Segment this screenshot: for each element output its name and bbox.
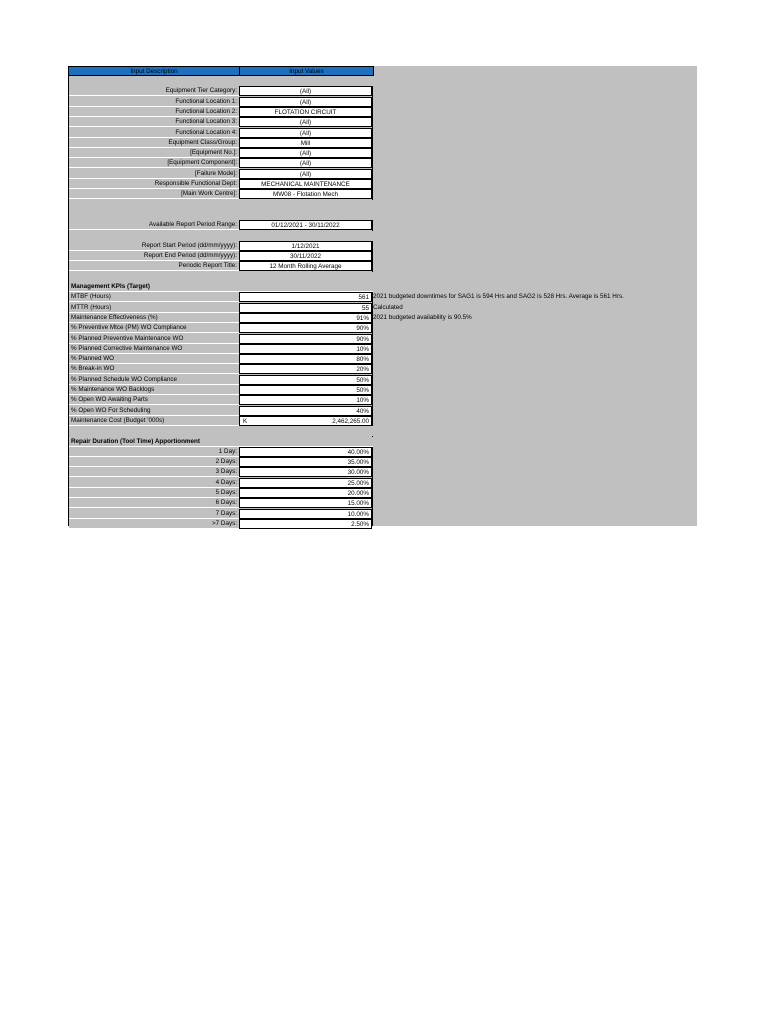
period-row <box>69 241 373 251</box>
input-value-cell[interactable]: (All) <box>239 117 372 127</box>
header-input-values: Input Values <box>239 66 374 76</box>
kpi-row <box>69 395 373 405</box>
kpi-row <box>69 385 373 395</box>
row-label: 3 Days: <box>69 467 239 477</box>
kpi-row <box>69 313 373 323</box>
input-value-cell[interactable]: 20% <box>239 364 372 374</box>
input-value-cell[interactable]: (All) <box>239 148 372 158</box>
filter-row <box>69 107 373 117</box>
row-label: % Planned Schedule WO Compliance <box>69 375 239 385</box>
row-label: 7 Days: <box>69 509 239 519</box>
row-label: Functional Location 4: <box>69 128 239 138</box>
input-value-cell[interactable]: 90% <box>239 334 372 344</box>
filter-row <box>69 148 373 158</box>
filter-row <box>69 189 373 199</box>
input-value-cell[interactable]: 80% <box>239 354 372 364</box>
row-label: Available Report Period Range: <box>69 220 239 230</box>
row-label: 5 Days: <box>69 488 239 498</box>
input-value-cell[interactable]: 50% <box>239 375 372 385</box>
kpi-note: 2021 budgeted availability is 90.5% <box>373 313 472 321</box>
row-label: Responsible Functional Dept: <box>69 179 239 189</box>
row-label: Management KPIs (Target) <box>69 282 239 292</box>
input-value-cell[interactable]: 1/12/2021 <box>239 241 372 251</box>
header-input-description: Input Description <box>68 66 240 76</box>
row-label: Functional Location 3: <box>69 117 239 127</box>
input-value-cell[interactable]: FLOTATION CIRCUIT <box>239 107 372 117</box>
row-label: [Equipment No.]: <box>69 148 239 158</box>
kpi-note: Calculated <box>373 303 403 311</box>
input-value-cell[interactable]: 10% <box>239 344 372 354</box>
filter-row <box>69 158 373 168</box>
currency-symbol: K <box>243 417 248 425</box>
input-value-cell[interactable]: 30.00% <box>239 467 372 477</box>
blank-row <box>69 272 373 282</box>
input-value-cell[interactable]: 35.00% <box>239 457 372 467</box>
row-label: MTBF (Hours) <box>69 292 239 302</box>
input-value-cell[interactable]: 40% <box>239 406 372 416</box>
row-label: Report End Period (dd/mm/yyyy): <box>69 251 239 261</box>
input-value-cell[interactable]: 25.00% <box>239 478 372 488</box>
filter-row <box>69 128 373 138</box>
row-label: Maintenance Effectiveness (%) <box>69 313 239 323</box>
repair-row <box>69 509 373 519</box>
period-row <box>69 251 373 261</box>
row-label: % Break-in WO <box>69 364 239 374</box>
filter-row <box>69 117 373 127</box>
row-label: % Planned Corrective Maintenance WO <box>69 344 239 354</box>
row-label: 6 Days: <box>69 498 239 508</box>
available-period-row <box>69 220 373 230</box>
input-value-cell[interactable]: 12 Month Rolling Average <box>239 261 372 271</box>
row-label: % Open WO For Scheduling <box>69 406 239 416</box>
input-value-cell[interactable]: 561 <box>239 292 372 302</box>
input-value-cell[interactable]: 30/11/2022 <box>239 251 372 261</box>
row-label: Repair Duration (Tool Time) Apportionment <box>69 437 239 447</box>
cost-value: 2,462,265.00 <box>332 417 369 425</box>
repair-section-title <box>69 437 373 447</box>
repair-row <box>69 467 373 477</box>
row-label: % Planned WO <box>69 354 239 364</box>
row-label: [Failure Mode]: <box>69 169 239 179</box>
input-value-cell[interactable]: 40.00% <box>239 447 372 457</box>
input-value-cell[interactable]: MW08 - Flotation Mech <box>239 189 372 199</box>
filter-row <box>69 97 373 107</box>
kpi-row <box>69 344 373 354</box>
repair-row <box>69 519 373 529</box>
row-label: Maintenance Cost (Budget '000s) <box>69 416 239 426</box>
kpi-row <box>69 406 373 416</box>
row-label: 1 Day: <box>69 447 239 457</box>
row-label: [Equipment Component]: <box>69 158 239 168</box>
repair-row <box>69 457 373 467</box>
kpi-row <box>69 323 373 333</box>
row-label: Periodic Report Title: <box>69 261 239 271</box>
input-value-cell[interactable]: (All) <box>239 86 372 96</box>
repair-row <box>69 478 373 488</box>
filter-row <box>69 138 373 148</box>
row-blank <box>239 282 373 292</box>
filter-row <box>69 86 373 96</box>
row-label: 2 Days: <box>69 457 239 467</box>
row-label: [Main Work Centre]: <box>69 189 239 199</box>
row-label: Report Start Period (dd/mm/yyyy): <box>69 241 239 251</box>
row-label: Equipment Class/Group: <box>69 138 239 148</box>
kpi-section-title <box>69 282 373 292</box>
kpi-row <box>69 334 373 344</box>
period-row <box>69 261 373 271</box>
row-label: MTTR (Hours) <box>69 303 239 313</box>
input-value-cell[interactable]: 50% <box>239 385 372 395</box>
row-label: Functional Location 2: <box>69 107 239 117</box>
repair-row <box>69 447 373 457</box>
input-value-cell[interactable]: 15.00% <box>239 498 372 508</box>
row-label: % Open WO Awaiting Parts <box>69 395 239 405</box>
kpi-note: 2021 budgeted downtimes for SAG1 is 594 Hrs and SAG2 is 528 Hrs. Average is 561 Hrs. <box>373 293 624 301</box>
blank-row <box>69 231 373 241</box>
row-label: % Planned Preventive Maintenance WO <box>69 334 239 344</box>
row-label: >7 Days: <box>69 519 239 529</box>
blank-row <box>69 210 373 220</box>
input-value-cell[interactable]: 2.50% <box>239 519 372 529</box>
filter-row <box>69 179 373 189</box>
input-value-cell[interactable]: Mill <box>239 138 372 148</box>
row-label: Functional Location 1: <box>69 97 239 107</box>
row-blank <box>239 437 373 447</box>
filter-row <box>69 169 373 179</box>
input-value-cell[interactable]: (All) <box>239 128 372 138</box>
repair-row <box>69 498 373 508</box>
row-label: % Maintenance WO Backlogs <box>69 385 239 395</box>
repair-row <box>69 488 373 498</box>
input-value-cell[interactable]: (All) <box>239 97 372 107</box>
input-value-cell[interactable]: MECHANICAL MAINTENANCE <box>239 179 372 189</box>
input-value-cell[interactable]: 90% <box>239 323 372 333</box>
kpi-row <box>69 364 373 374</box>
input-value-cell[interactable]: (All) <box>239 169 372 179</box>
row-label: % Preventive Mtce (PM) WO Compliance <box>69 323 239 333</box>
input-value-cell[interactable]: 91% <box>239 313 372 323</box>
input-value-cell[interactable]: 10% <box>239 395 372 405</box>
row-label: 4 Days: <box>69 478 239 488</box>
input-value-cell[interactable]: 20.00% <box>239 488 372 498</box>
maintenance-cost-row <box>69 416 373 426</box>
input-value-cell[interactable]: (All) <box>239 158 372 168</box>
kpi-row <box>69 292 373 302</box>
blank-row <box>69 76 373 86</box>
blank-row <box>69 426 373 436</box>
blank-row <box>69 200 373 210</box>
kpi-row <box>69 303 373 313</box>
input-value-cell[interactable]: 01/12/2021 - 30/11/2022 <box>239 220 372 230</box>
row-label: Equipment Tier Category: <box>69 86 239 96</box>
input-value-cell[interactable]: 55 <box>239 303 372 313</box>
input-value-cell[interactable] <box>239 416 372 426</box>
kpi-row <box>69 375 373 385</box>
kpi-row <box>69 354 373 364</box>
input-value-cell[interactable]: 10.00% <box>239 509 372 519</box>
